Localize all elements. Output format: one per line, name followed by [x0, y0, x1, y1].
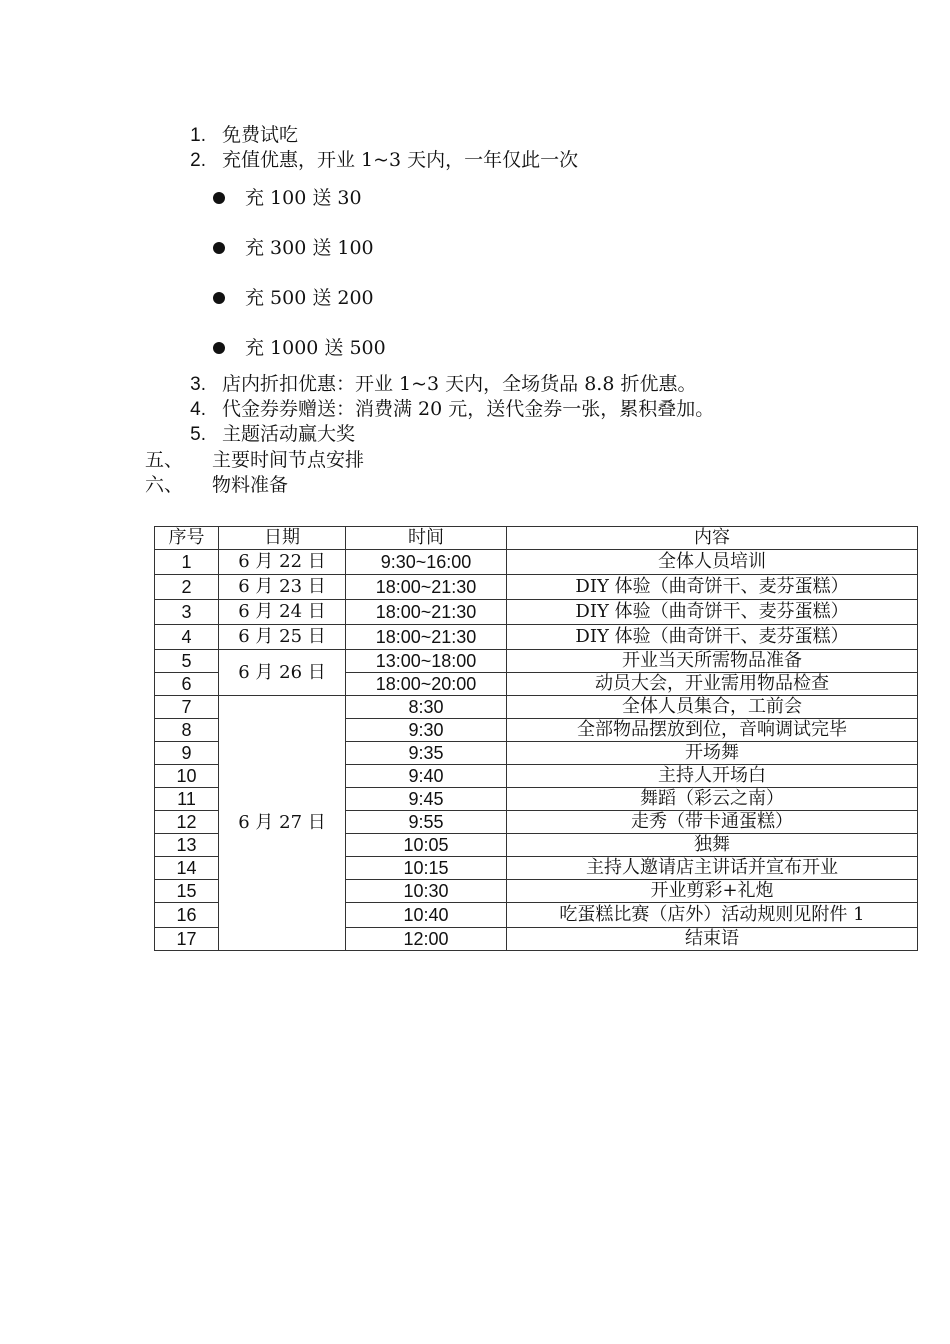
row-content: 走秀（带卡通蛋糕）	[507, 811, 918, 834]
header-cell-content: 内容	[507, 527, 918, 550]
row-no: 10	[155, 765, 219, 788]
bullet-icon	[213, 192, 225, 204]
list-text: 充值优惠，开业 1~3 天内，一年仅此一次	[222, 149, 579, 171]
row-time: 12:00	[346, 928, 507, 951]
header-cell-no: 序号	[155, 527, 219, 550]
row-no: 14	[155, 857, 219, 880]
row-content: 主持人开场白	[507, 765, 918, 788]
row-date: 6 月 27 日	[219, 696, 346, 951]
section-title: 物料准备	[212, 474, 289, 496]
section-number: 六、	[145, 474, 184, 496]
row-time: 9:45	[346, 788, 507, 811]
section-title: 主要时间节点安排	[212, 449, 365, 471]
row-no: 13	[155, 834, 219, 857]
bullet-icon	[213, 292, 225, 304]
row-time: 9:30	[346, 719, 507, 742]
row-time: 10:15	[346, 857, 507, 880]
row-content: 开业当天所需物品准备	[507, 650, 918, 673]
row-content: 全体人员集合，工前会	[507, 696, 918, 719]
bullet-icon	[213, 242, 225, 254]
list-number: 1.	[190, 125, 206, 146]
row-time: 9:35	[346, 742, 507, 765]
list-text: 免费试吃	[222, 124, 299, 146]
list-text: 店内折扣优惠：开业 1~3 天内，全场货品 8.8 折优惠。	[222, 373, 697, 395]
row-date: 6 月 26 日	[219, 650, 346, 696]
row-content: DIY 体验（曲奇饼干、麦芬蛋糕）	[507, 575, 918, 600]
row-content: 全体人员培训	[507, 550, 918, 575]
header-cell-time: 时间	[346, 527, 507, 550]
bullet-text: 充 500 送 200	[245, 287, 374, 309]
row-no: 1	[155, 550, 219, 575]
row-content: DIY 体验（曲奇饼干、麦芬蛋糕）	[507, 600, 918, 625]
table-row	[155, 550, 918, 575]
row-content: 动员大会，开业需用物品检查	[507, 673, 918, 696]
list-text: 主题活动赢大奖	[222, 423, 356, 445]
table-row	[155, 625, 918, 650]
row-time: 18:00~21:30	[346, 600, 507, 625]
row-date: 6 月 25 日	[219, 625, 346, 650]
row-no: 12	[155, 811, 219, 834]
row-content: 主持人邀请店主讲话并宣布开业	[507, 857, 918, 880]
row-no: 8	[155, 719, 219, 742]
table-row	[155, 575, 918, 600]
row-time: 10:40	[346, 903, 507, 928]
list-number: 4.	[190, 399, 206, 420]
table-row	[155, 650, 918, 673]
row-time: 18:00~21:30	[346, 625, 507, 650]
row-date: 6 月 23 日	[219, 575, 346, 600]
row-time: 9:40	[346, 765, 507, 788]
header-cell-date: 日期	[219, 527, 346, 550]
row-content: 开业剪彩+礼炮	[507, 880, 918, 903]
row-no: 3	[155, 600, 219, 625]
table-row	[155, 696, 918, 719]
list-number: 3.	[190, 374, 206, 395]
bullet-text: 充 100 送 30	[245, 187, 362, 209]
row-date: 6 月 24 日	[219, 600, 346, 625]
list-text: 代金券券赠送：消费满 20 元，送代金券一张，累积叠加。	[222, 398, 715, 420]
table-row	[155, 600, 918, 625]
bullet-text: 充 1000 送 500	[245, 337, 386, 359]
row-time: 9:55	[346, 811, 507, 834]
row-content: 全部物品摆放到位，音响调试完毕	[507, 719, 918, 742]
row-content: 开场舞	[507, 742, 918, 765]
row-no: 7	[155, 696, 219, 719]
row-content: DIY 体验（曲奇饼干、麦芬蛋糕）	[507, 625, 918, 650]
row-no: 17	[155, 928, 219, 951]
row-no: 6	[155, 673, 219, 696]
schedule-table	[154, 526, 918, 951]
row-time: 10:05	[346, 834, 507, 857]
bullet-text: 充 300 送 100	[245, 237, 374, 259]
row-time: 8:30	[346, 696, 507, 719]
row-date: 6 月 22 日	[219, 550, 346, 575]
row-content: 结束语	[507, 928, 918, 951]
row-content: 吃蛋糕比赛（店外）活动规则见附件 1	[507, 903, 918, 928]
row-no: 5	[155, 650, 219, 673]
list-number: 2.	[190, 150, 206, 171]
row-content: 舞蹈（彩云之南）	[507, 788, 918, 811]
row-time: 18:00~20:00	[346, 673, 507, 696]
row-no: 4	[155, 625, 219, 650]
row-no: 16	[155, 903, 219, 928]
row-no: 2	[155, 575, 219, 600]
row-no: 15	[155, 880, 219, 903]
row-time: 18:00~21:30	[346, 575, 507, 600]
section-number: 五、	[145, 449, 184, 471]
row-no: 9	[155, 742, 219, 765]
table-header-row	[155, 527, 918, 550]
row-content: 独舞	[507, 834, 918, 857]
row-no: 11	[155, 788, 219, 811]
row-time: 9:30~16:00	[346, 550, 507, 575]
row-time: 10:30	[346, 880, 507, 903]
list-number: 5.	[190, 424, 206, 445]
bullet-icon	[213, 342, 225, 354]
row-time: 13:00~18:00	[346, 650, 507, 673]
